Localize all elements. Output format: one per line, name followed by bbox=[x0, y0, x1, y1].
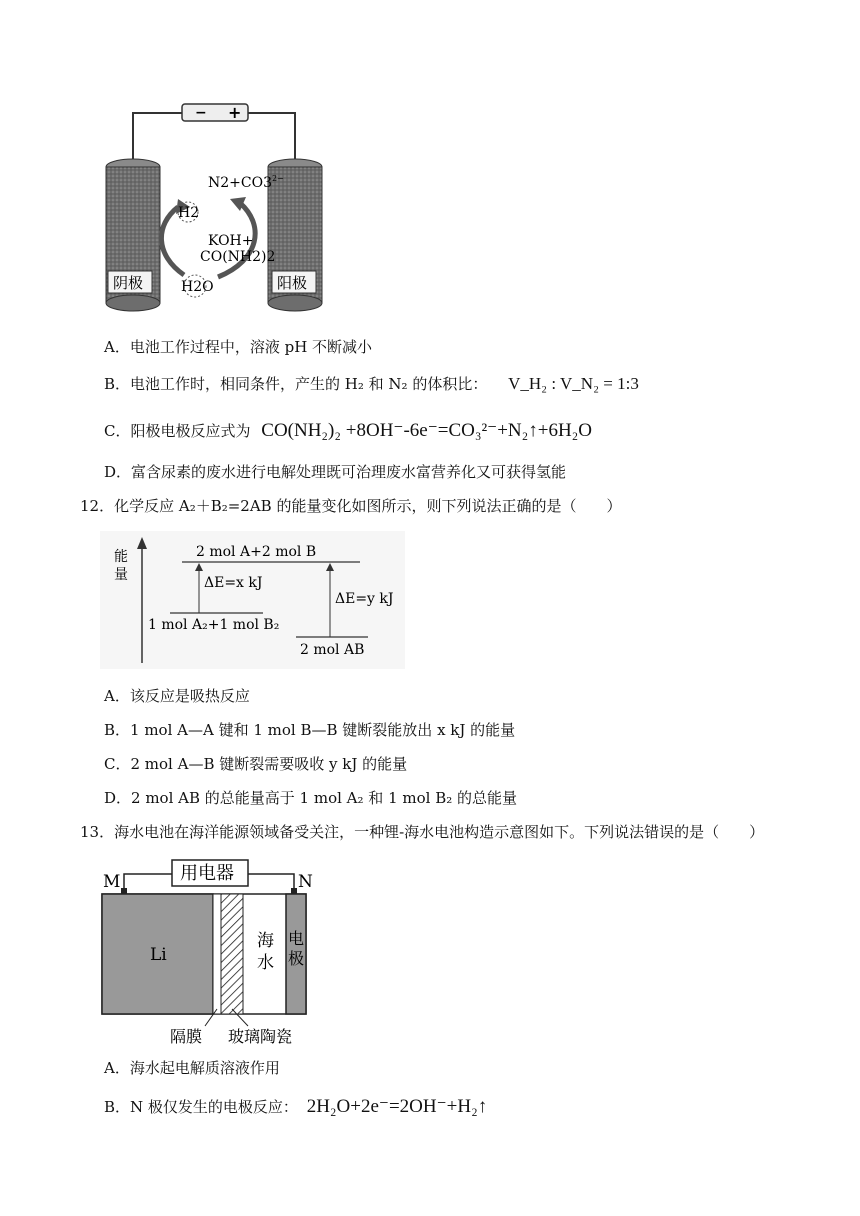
electrode-label-1: 电 bbox=[288, 929, 305, 948]
q11-option-c: C．阳极电极反应式为 CO(NH₂)₂ +8OH⁻-6e⁻=CO₃²⁻+N₂↑+6H₂O bbox=[104, 420, 593, 441]
q13-stem: 13．海水电池在海洋能源领域备受关注，一种锂-海水电池构造示意图如下。下列说法错误的是（ ） bbox=[80, 823, 765, 841]
q11-option-b-ratio: V_H₂ : V_N₂ = 1:3 bbox=[508, 374, 639, 393]
top-level-label: 2 mol A+2 mol B bbox=[196, 544, 317, 560]
q12-stem: 12．化学反应 A₂＋B₂=2AB 的能量变化如图所示，则下列说法正确的是（ ） bbox=[80, 497, 622, 515]
delta-e-x-label: ΔE=x kJ bbox=[204, 575, 263, 591]
electrolysis-cell-diagram bbox=[100, 95, 330, 320]
q13-option-a: A．海水起电解质溶液作用 bbox=[104, 1059, 280, 1077]
q12-option-b: B．1 mol A—A 键和 1 mol B—B 键断裂能放出 x kJ 的能量 bbox=[104, 721, 516, 739]
device-label: 用电器 bbox=[180, 863, 234, 884]
glass-ceramic bbox=[221, 894, 243, 1014]
q11-option-a: A．电池工作过程中，溶液 pH 不断减小 bbox=[104, 338, 373, 356]
electrode-label-2: 极 bbox=[288, 949, 305, 968]
seawater-label-2: 水 bbox=[257, 953, 274, 973]
energy-axis-label: 能 bbox=[114, 549, 128, 565]
membrane bbox=[213, 894, 221, 1014]
q12-option-a: A．该反应是吸热反应 bbox=[104, 687, 250, 705]
n2-co3-label: $N2+CO3^{2-}$ bbox=[208, 174, 284, 191]
q12-option-d: D．2 mol AB 的总能量高于 1 mol A₂ 和 1 mol B₂ 的总能量 bbox=[104, 789, 517, 807]
h2o-label: H2O bbox=[181, 279, 214, 295]
cathode-label: 阴极 bbox=[113, 274, 144, 292]
q13-option-b-equation: 2H₂O+2e⁻=2OH⁻+H₂↑ bbox=[306, 1096, 488, 1117]
ceramic-label: 玻璃陶瓷 bbox=[228, 1027, 293, 1046]
lithium-seawater-battery-diagram bbox=[100, 854, 315, 1046]
q13-option-b: B．N 极仅发生的电极反应： 2H₂O+2e⁻=2OH⁻+H₂↑ bbox=[104, 1096, 488, 1117]
q12-option-c: C．2 mol A—B 键断裂需要吸收 y kJ 的能量 bbox=[104, 755, 408, 773]
terminal-m-label: M bbox=[103, 872, 121, 892]
battery-plus: + bbox=[228, 103, 242, 122]
terminal-n-label: N bbox=[298, 872, 313, 892]
right-level-label: 2 mol AB bbox=[300, 642, 365, 658]
seawater-label-1: 海 bbox=[257, 931, 274, 951]
left-level-label: 1 mol A₂+1 mol B₂ bbox=[148, 617, 280, 633]
svg-text:量: 量 bbox=[114, 567, 128, 583]
q11-option-b: B．电池工作时，相同条件，产生的 H₂ 和 N₂ 的体积比： V_H₂ : V_N₂ = 1:3 bbox=[104, 374, 639, 393]
li-label: Li bbox=[150, 945, 167, 965]
q11-option-c-equation: CO(NH₂)₂ +8OH⁻-6e⁻=CO₃²⁻+N₂↑+6H₂O bbox=[261, 420, 593, 441]
anode-label: 阳极 bbox=[277, 274, 308, 292]
koh-label: KOH+ bbox=[208, 233, 254, 249]
urea-label: CO(NH2)2 bbox=[200, 249, 276, 265]
h2-label: H2 bbox=[178, 205, 200, 221]
q11-option-d: D．富含尿素的废水进行电解处理既可治理废水富营养化又可获得氢能 bbox=[104, 463, 567, 481]
membrane-label: 隔膜 bbox=[170, 1027, 203, 1046]
battery-minus: − bbox=[195, 105, 207, 121]
energy-level-diagram bbox=[100, 531, 405, 669]
delta-e-y-label: ΔE=y kJ bbox=[335, 591, 394, 607]
